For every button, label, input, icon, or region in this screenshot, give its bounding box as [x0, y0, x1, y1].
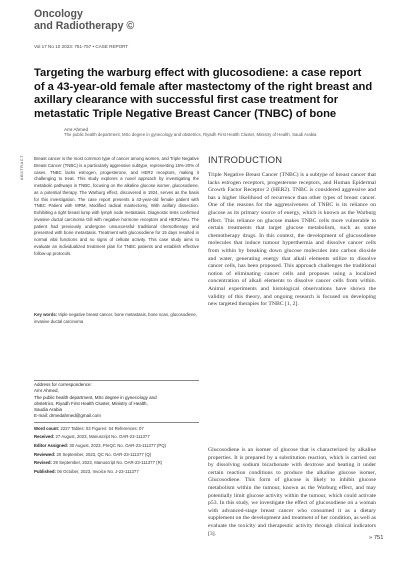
page-number: » 751 — [369, 535, 384, 541]
published-row — [34, 468, 199, 477]
introduction-paragraph-1: Triple Negative Breast Cancer (TNBC) is a subtype of breast cancer that lacks estrogen receptors, progesterone receptors, and Human Epidermal Growth Factor Receptor 2 (HER2). TNBC is considered aggressive and has a higher likelihood of recurrence than other types of breast cancer. One of the reasons for the aggressiveness of TNBC is its reliance on glucose as its primary source of energy, which is known as the Warburg effect. This reliance on glucose makes TNBC cells more vulnerable to certain treatments that target glucose metabolism, such as some chemotherapy drugs. In this context, the development of glucosodiene molecules that induce tumour hyperthermia and dissolve cancer cells from within by breaking down glucose molecules into carbon dioxide and water, generating energy that alkali elements utilize to dissolve cancer cells, has been proposed. This approach challenges the traditional notion of eliminating cancer cells and proposes using a localized concentration of alkali elements to dissolve cancer cells from within. Animal experiments and histological observations have shown the validity of this theory, and ongoing research is focused on developing new targeted therapies for TNBC [1, 2]. — [208, 172, 376, 308]
received-label: Received: — [34, 434, 55, 440]
author-affiliation: The public health department, MSc degree in gynecology and obstetrics, Riyadh First Health Cluster, Ministry of Health, Saudi Arabia — [64, 132, 317, 137]
reviewed-row — [34, 451, 199, 460]
received-row — [34, 433, 199, 442]
published-label: Published: — [34, 468, 56, 474]
word-count-value: 2227 Tables: 03 Figures: 04 References: 07 — [60, 425, 144, 431]
word-count-label: Word count: — [34, 425, 60, 431]
correspondence-box — [34, 380, 199, 476]
reviewed-label: Reviewed: — [34, 451, 56, 457]
correspondence-address-2: obstetrics, Riyadh First Health Cluster, Ministry of Health, — [34, 400, 148, 406]
keywords-list: triple negative breast cancer, bone metastasis, bone scan, glucosodiene, invasive ductal carcinoma — [34, 312, 197, 324]
reviewed-value: 20 September, 2023, QC No. OAR-23-111377 (Q) — [56, 451, 152, 457]
editor-row — [34, 442, 199, 451]
volume-line: Vol 17 No 10 2023: 751-757 • CASE REPORT — [34, 44, 129, 49]
article-history — [34, 422, 199, 477]
correspondence-email[interactable]: E-mail: drmedahmed@gmail.com — [34, 413, 101, 419]
correspondence-address-3: Saudia Arabia — [34, 407, 63, 413]
author-name: Amr Ahmed — [64, 127, 88, 132]
word-count-row — [34, 425, 199, 434]
introduction-paragraph-2: Glucosodiene is an isomer of glucose that is characterized by alkaline properties. It is prepared by a substitution reaction, which is carried out by dissolving sodium bicarbonate with dextrose and heating it under certain reaction conditions to produce the alkaline glucose isomer, Glucosodiene. This form of glucose is likely to inhibit glucose metabolism within the tumour, known as the Warburg effect, and may potentially limit glucose activity within the tumour, which could activate p53. In this study, we investigate the effect of glucosodiene on a woman with advanced-stage breast cancer who consumed it as a dietary supplement on the development and treatment of her condition, as well as evaluate the toxicity and therapeutic activity through clinical indicators [3]. — [208, 447, 376, 537]
editor-value: 30 August, 2023, PreQC No. OAR-23-111377 (PQ) — [69, 442, 166, 448]
received-value: 27 August, 2023, Manuscript No. OAR-23-111377 — [55, 434, 150, 440]
editor-label: Editor Assigned: — [34, 442, 69, 448]
revised-row — [34, 459, 199, 468]
abstract-text: Breast cancer is the most common type of cancer among women, and Triple Negative Breast Cancer (TNBC) is a particularly aggressive subtype, representing 15%-20% of cases. TNBC lacks estrogen, progesterone, and HER2 receptors, making it challenging to treat. This study explores a novel approach by investigating the metabolic pathways in TNBC, focusing on the alkaline glucose isomer, glucosodiene, as a potential therapy. The Warburg effect, discovered in 1924, serves as the basis for this investigation. The case report presents a 43-year-old female patient with TNBC Patient with MRM, Modified radical mastectomy, With axillary dissection. Exhibiting a right breast lump with lymph node metastasis. Diagnostic tests confirmed invasive ductal carcinoma Gill with negative hormone receptors and HER2/neu. The patient had previously undergone unsuccessful traditional chemotherapy and presented with bone metastasis. Treatment with glucosodiene for 15 days resulted in normal vital functions and no signs of cellular activity. This case study aims to evaluate an individualized treatment plan for TNBC patients and establish effective follow-up protocols. — [34, 156, 199, 256]
abstract-side-label: ABSTRACT — [20, 155, 24, 181]
journal-title — [34, 8, 134, 32]
keywords — [34, 312, 199, 325]
keywords-label: Key words: — [34, 312, 58, 317]
journal-title-line2: and Radiotherapy © — [34, 20, 135, 32]
correspondence-name: Amr Ahmed, — [34, 388, 59, 394]
published-value: 06 October, 2023, Invoice No. J-23-111377 — [57, 468, 139, 474]
correspondence-address-1: The public health department, MSc degree in gynecology and — [34, 394, 157, 400]
introduction-heading: INTRODUCTION — [208, 154, 283, 165]
journal-title-line1: Oncology — [34, 8, 83, 20]
revised-value: 29 September, 2023, Manuscript No. OAR-23-111377 (R) — [53, 460, 163, 466]
paper-title: Targeting the warburg effect with glucosodiene: a case report of a 43-year-old female after mastectomy of the right breast and axillary clearance with successful first case treatment for metastatic Triple Negative Breast Cancer (TNBC) of bone — [34, 67, 373, 120]
correspondence-label: Address for correspondence: — [34, 382, 92, 387]
revised-label: Revised: — [34, 460, 52, 466]
